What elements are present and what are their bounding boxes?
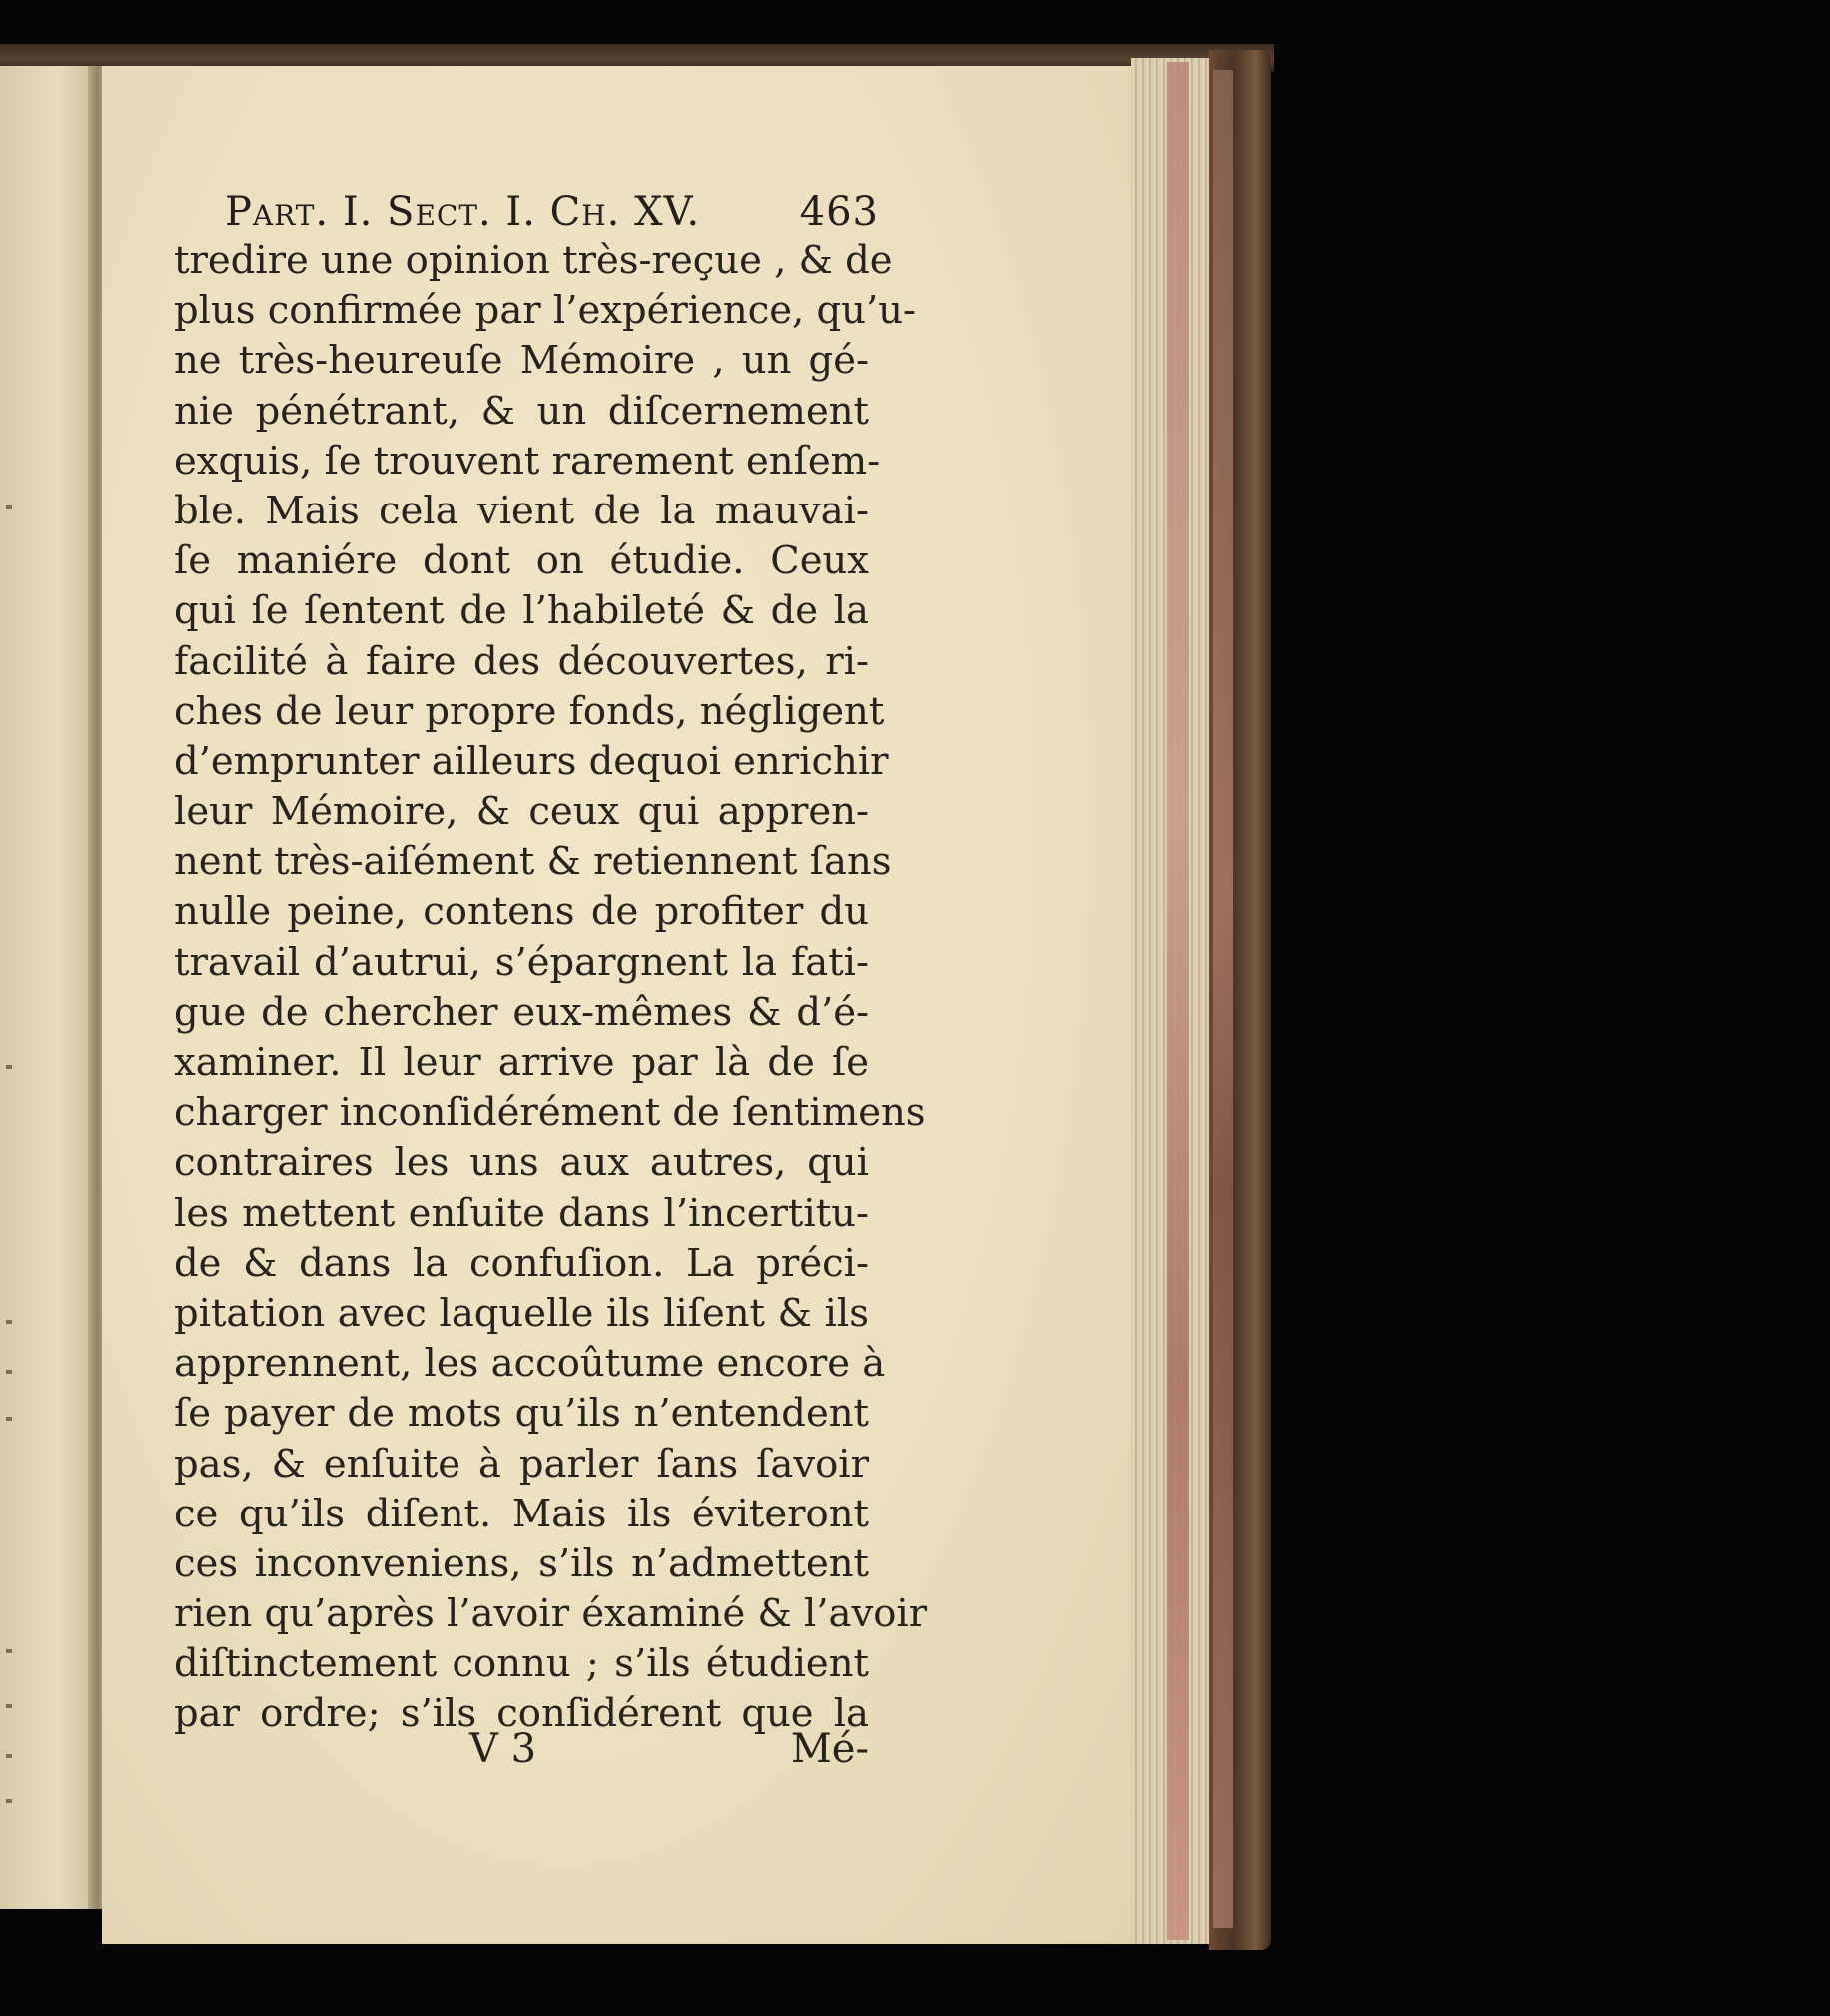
text-line: charger inconſidérément de ſentimens: [174, 1090, 926, 1136]
page-mark: [6, 505, 12, 509]
text-line: par ordre; s’ils conſidérent que la: [174, 1691, 869, 1737]
page-number: 463: [799, 189, 879, 235]
catchword: Mé-: [790, 1726, 869, 1772]
text-line: facilité à faire des découvertes, ri-: [174, 638, 869, 684]
text-line: nent très-aiſément & retiennent ſans: [174, 839, 892, 885]
text-line: qui ſe ſentent de l’habileté & de la: [174, 588, 869, 634]
catchline: [469, 1723, 869, 1775]
marbled-endpaper-edge: [1213, 70, 1233, 1928]
text-line: rien qu’après l’avoir éxaminé & l’avoir: [174, 1591, 928, 1637]
text-line: ches de leur propre fonds, négligent: [174, 688, 885, 734]
text-line: apprennent, les accoûtume encore à: [174, 1341, 886, 1387]
text-line: ble. Mais cela vient de la mauvai-: [174, 488, 869, 533]
running-title: Part. I. Sect. I. Ch. XV.: [225, 189, 701, 235]
text-line: contraires les uns aux autres, qui: [174, 1140, 869, 1186]
page-mark: [6, 1417, 12, 1421]
running-head: [225, 186, 879, 238]
text-line: tredire une opinion très-reçue , & de: [174, 238, 893, 283]
page-mark: [6, 1320, 12, 1324]
text-line: xaminer. Il leur arrive par là de ſe: [174, 1040, 869, 1085]
page-mark: [6, 1370, 12, 1374]
text-line: ces inconveniens, s’ils n’admettent: [174, 1540, 869, 1586]
previous-page-sliver: [0, 66, 98, 1909]
text-line: ſe maniére dont on étudie. Ceux: [174, 538, 869, 584]
page-mark: [6, 1649, 12, 1653]
text-line: pitation avec laquelle ils liſent & ils: [174, 1290, 869, 1336]
page-mark: [6, 1799, 12, 1803]
text-line: leur Mémoire, & ceux qui appren-: [174, 789, 869, 835]
text-line: nulle peine, contens de profiter du: [174, 889, 869, 935]
text-line: gue de chercher eux-mêmes & d’é-: [174, 989, 869, 1035]
text-line: d’emprunter ailleurs dequoi enrichir: [174, 738, 889, 784]
page-mark: [6, 1704, 12, 1708]
text-line: nie pénétrant, & un diſcernement: [174, 388, 869, 434]
text-line: de & dans la confuſion. La préci-: [174, 1240, 869, 1286]
signature-mark: V 3: [469, 1726, 537, 1772]
text-line: ſe payer de mots qu’ils n’entendent: [174, 1391, 869, 1437]
text-line: exquis, ſe trouvent rarement enſem-: [174, 438, 881, 484]
page-mark: [6, 1065, 12, 1069]
red-edge-stain: [1167, 62, 1189, 1940]
text-line: diſtinctement connu ; s’ils étudient: [174, 1641, 869, 1687]
body-text: [174, 236, 928, 1740]
text-line: les mettent enſuite dans l’incertitu-: [174, 1190, 869, 1236]
text-line: plus confirmée par l’expérience, qu’u-: [174, 288, 917, 334]
text-line: ne très-heureuſe Mémoire , un gé-: [174, 338, 869, 384]
text-line: travail d’autrui, s’épargnent la fati-: [174, 939, 869, 985]
text-line: pas, & enſuite à parler ſans ſavoir: [174, 1441, 869, 1487]
text-line: ce qu’ils diſent. Mais ils éviteront: [174, 1491, 869, 1536]
page-mark: [6, 1754, 12, 1758]
